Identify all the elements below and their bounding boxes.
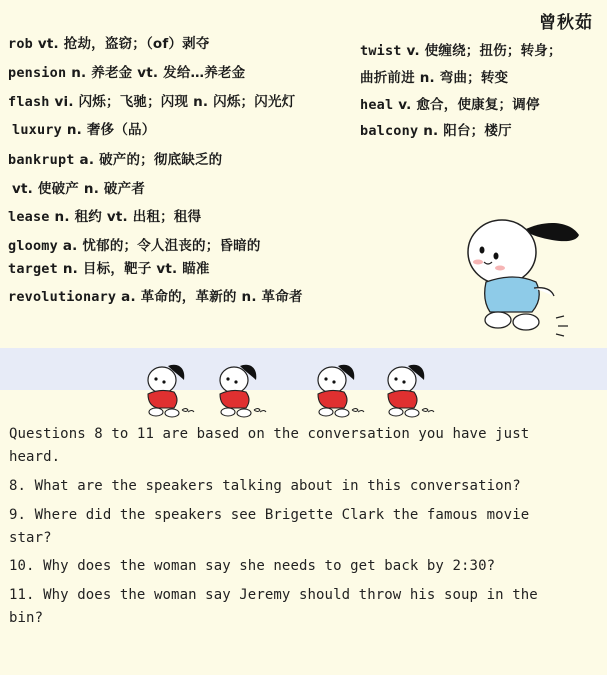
vocab-def: vi. 闪烁；飞驰；闪现 n. 闪烁；闪光灯 [54,94,296,110]
vocab-item-target [8,257,210,277]
vocab-word: flash [8,94,50,110]
running-dog-icon [380,358,440,422]
vocab-item-flash [8,90,295,110]
questions-intro: Questions 8 to 11 are based on the conversation you have just heard. [9,426,530,465]
vocab-def: v. 使缠绕；扭伤；转身； [406,43,562,59]
running-dogs-row [140,358,440,428]
vocab-def: vt. 抢劫，盗窃；（of）剥夺 [37,36,210,52]
cartoon-dog-illustration [464,200,584,340]
vocab-def: a. 破产的；彻底缺乏的 [79,152,223,168]
vocab-def: n. 养老金 vt. 发给…养老金 [71,65,246,81]
vocab-item-revolutionary [8,285,303,305]
author-name: 曾秋茹 [539,13,593,33]
vocab-word: pension [8,65,67,81]
vocab-def: a. 革命的，革新的 n. 革命者 [121,289,303,305]
vocab-def: n. 奢侈（品） [66,122,156,138]
question-10: 10. Why does the woman say she needs to get back by 2:30? [9,558,496,574]
vocab-word: luxury [12,122,62,138]
vocab-word: balcony [360,123,419,139]
vocab-def: a. 忧郁的；令人沮丧的；昏暗的 [62,238,261,254]
vocab-item-heal [360,93,540,113]
question-8: 8. What are the speakers talking about in this conversation? [9,478,521,494]
vocab-word: revolutionary [8,289,117,305]
vocab-word: heal [360,97,394,113]
vocab-item-luxury [12,118,155,138]
running-dog-icon [212,358,272,422]
vocab-def: n. 租约 vt. 出租；租得 [54,209,202,225]
vocab-word: lease [8,209,50,225]
vocab-def: v. 愈合，使康复；调停 [398,97,540,113]
vocab-word: twist [360,43,402,59]
vocab-def: n. 阳台；楼厅 [423,123,512,139]
vocab-item-bankrupt-cont [12,177,145,197]
vocab-item-bankrupt [8,148,222,168]
question-9: 9. Where did the speakers see Brigette Clark the famous movie star? [9,507,530,546]
vocab-word: target [8,261,58,277]
vocab-item-pension [8,61,245,81]
vocab-word: bankrupt [8,152,75,168]
vocab-item-twist [360,39,562,59]
vocab-item-gloomy [8,234,261,254]
running-dog-icon [140,358,200,422]
question-11: 11. Why does the woman say Jeremy should throw his soup in the bin? [9,587,538,626]
vocab-def: n. 目标，靶子 vt. 瞄准 [62,261,210,277]
vocab-word: rob [8,36,33,52]
vocab-def: 曲折前进 n. 弯曲；转变 [360,70,509,86]
vocab-item-rob [8,32,210,52]
vocab-item-lease [8,205,201,225]
vocab-def: vt. 使破产 n. 破产者 [12,181,146,197]
vocab-word: gloomy [8,238,58,254]
vocab-item-twist-cont [360,66,508,86]
vocab-item-balcony [360,119,512,139]
running-dog-icon [310,358,370,422]
